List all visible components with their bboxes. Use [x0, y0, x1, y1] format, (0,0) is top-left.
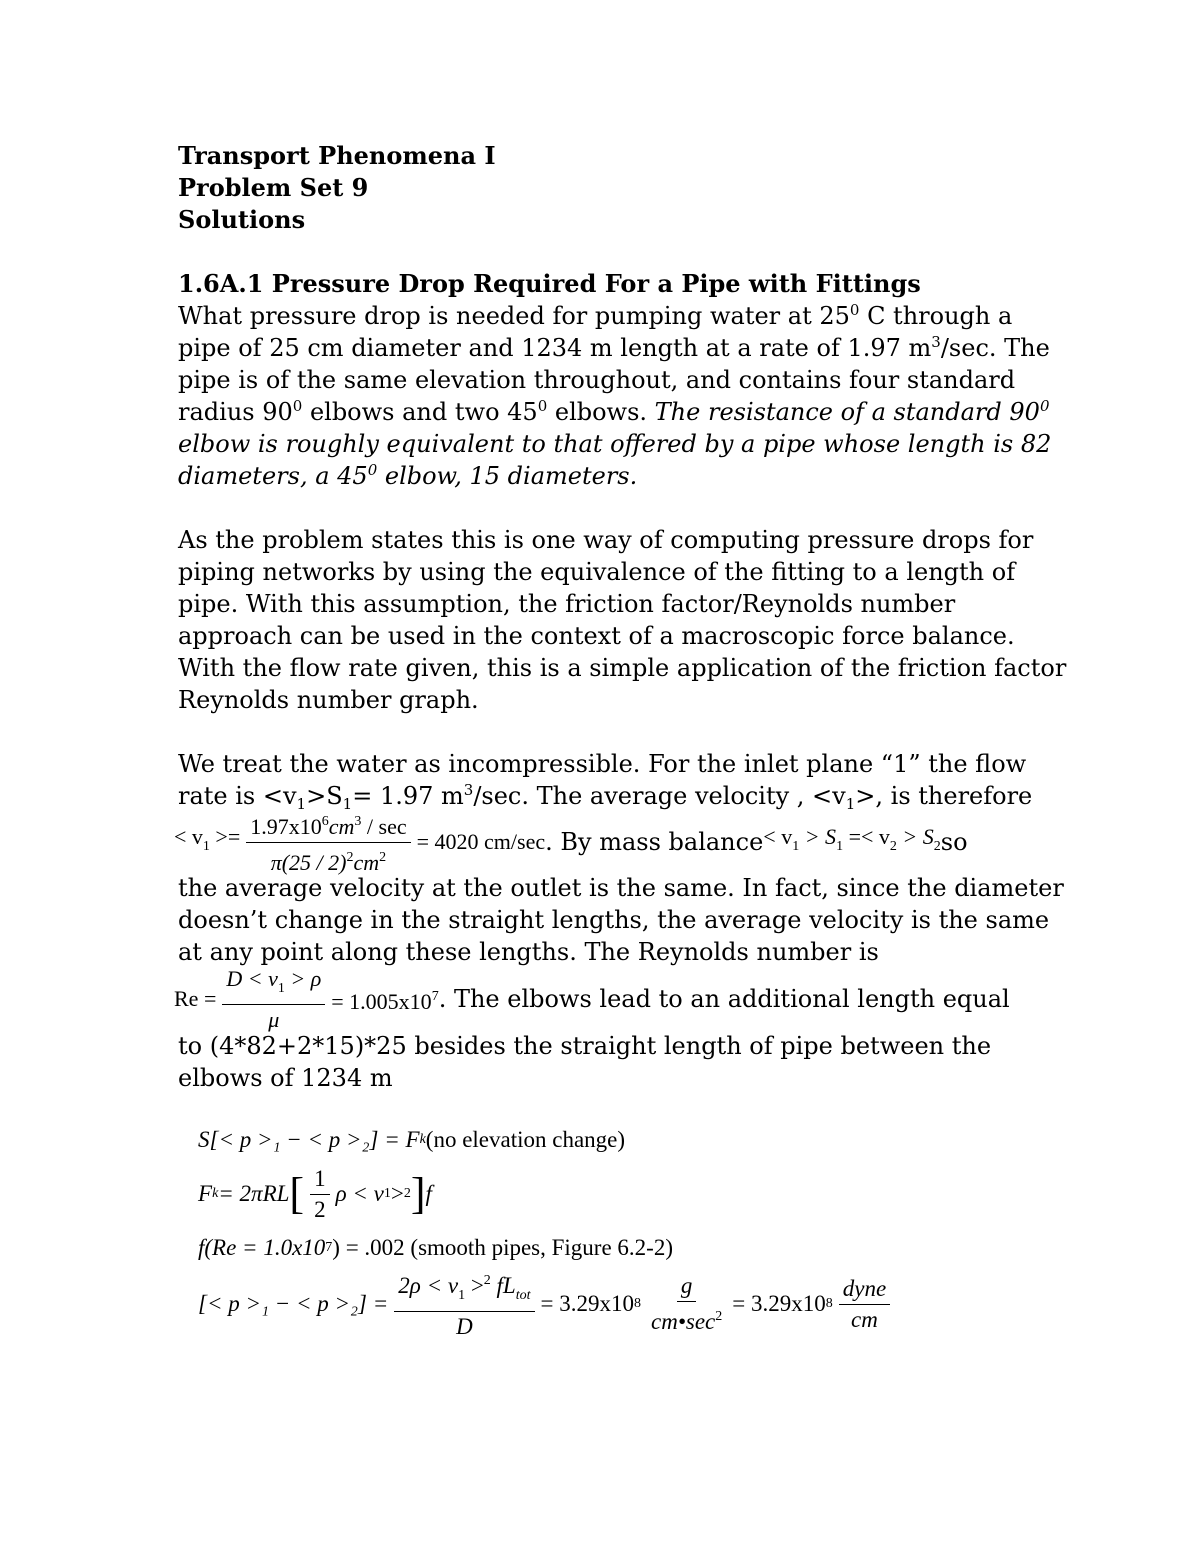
- reynolds-result: = $1.005x10^7$: [331, 988, 439, 1014]
- paragraph-line: We treat the water as incompressible. For the inlet plane “1” the flow: [178, 750, 1027, 778]
- paragraph-line: doesn’t change in the straight lengths, the average velocity is the same: [178, 906, 1050, 934]
- paragraph-line: elbows of 1234 m: [178, 1064, 393, 1092]
- friction-force-equation: F k = 2πRL [ $\frac{1}{2}$ ρ < v 1 > 2 ] f: [198, 1165, 432, 1222]
- unit-fraction-dyne: $\frac{\text{dyne}}{cm}$: [839, 1276, 890, 1333]
- problem-statement-line: What pressure drop is needed for pumping water at $25^0$ C through a: [178, 301, 1013, 330]
- problem-set-label: Problem Set 9: [178, 173, 369, 202]
- equation-block: [198, 1122, 1038, 1339]
- paragraph-line: pipe. With this assumption, the friction factor/Reynolds number: [178, 590, 956, 618]
- reynolds-fraction: $\frac{D < v_1 > \rho}{\mu}$: [222, 966, 325, 1033]
- paragraph-line: As the problem states this is one way of computing pressure drops for: [178, 526, 1034, 554]
- so-text: so: [940, 828, 968, 856]
- pressure-drop-fraction: $\frac{2\rho < v_1 >^2 fL_{tot}}{D}$: [394, 1268, 534, 1340]
- document-page: [174, 140, 1067, 1342]
- velocity-lhs: < $v_1$ >=: [174, 824, 241, 854]
- unit-fraction-grams: $\frac{g}{cm•\sec^2}$: [651, 1273, 723, 1334]
- paragraph-line: With the flow rate given, this is a simple application of the friction factor: [178, 654, 1067, 682]
- paragraph-line: Reynolds number graph.: [178, 686, 479, 714]
- reynolds-equation: Re = $\frac{D < v_1 > \rho}{\mu}$ = $1.005x10^7$ . The elbows lead to an additional length equal: [174, 965, 1010, 1032]
- paragraph-line: the average velocity at the outlet is the same. In fact, since the diameter: [178, 874, 1064, 902]
- problem-statement-line: pipe is of the same elevation throughout, and contains four standard: [178, 366, 1016, 394]
- problem-statement-line: pipe of 25 cm diameter and 1234 m length at a rate of 1.97 $m^3/\sec$. The: [178, 333, 1050, 362]
- pressure-drop-equation: [< p >₁ − < p >₂] = $\frac{2\rho < v_1 >^2 fL_{tot}}{D}$ = 3.29x10 8 $\frac{g}{cm•\sec^2}$ = 3.29x10 8 $\frac{\text{dyne}}{cm}$: [198, 1274, 1038, 1334]
- problem-statement-line: elbow is roughly equivalent to that offered by a pipe whose length is 82: [178, 430, 1052, 458]
- course-title: Transport Phenomena I: [178, 141, 496, 170]
- velocity-fraction: $\frac{1.97x10^6cm^3 / \sec}{\pi(25 / 2)^2cm^2}$: [246, 809, 410, 876]
- problem-statement-line: diameters, a $45^0$ elbow, 15 diameters.: [178, 461, 638, 490]
- problem-statement-line: radius $90^0$ elbows and two $45^0$ elbows. The resistance of a standard $90^0$: [178, 397, 1050, 426]
- solutions-label: Solutions: [178, 205, 306, 234]
- velocity-result: = 4020 cm/sec: [416, 829, 546, 854]
- problem-title: 1.6A.1 Pressure Drop Required For a Pipe with Fittings: [178, 269, 921, 298]
- paragraph-line: rate is $<v_1>S_1= 1.97$ $m^3/\sec$. The average velocity , $<v_1>$, is therefore: [178, 781, 1033, 813]
- paragraph-line: to (4*82+2*15)*25 besides the straight length of pipe between the: [178, 1032, 992, 1060]
- mass-balance-text: . By mass balance: [545, 828, 764, 856]
- velocity-equation: [174, 812, 1038, 875]
- mass-balance-equation: < $v_1 > S_1 =< v_2 > S_2$: [763, 824, 941, 854]
- paragraph-line: approach can be used in the context of a macroscopic force balance.: [178, 622, 1015, 650]
- force-balance-equation: S[< p >₁ − < p >₂] = F k (no elevation change): [198, 1127, 626, 1152]
- elbow-text: . The elbows lead to an additional length equal: [438, 985, 1010, 1013]
- friction-factor-equation: f(Re = 1.0x10 7 ) = .002 (smooth pipes, Figure 6.2-2): [198, 1235, 673, 1260]
- paragraph-line: at any point along these lengths. The Reynolds number is: [178, 938, 879, 966]
- paragraph-line: piping networks by using the equivalence of the fitting to a length of: [178, 558, 1016, 586]
